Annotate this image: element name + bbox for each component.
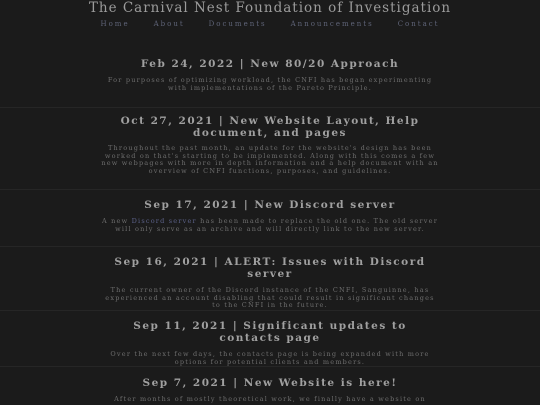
nav-documents[interactable]: Documents xyxy=(208,20,267,28)
divider xyxy=(0,107,540,108)
post-body xyxy=(100,218,440,233)
post-title: Sep 16, 2021 | ALERT: Issues with Discord server xyxy=(114,256,426,280)
discord-server-link[interactable]: Discord server xyxy=(131,217,197,225)
post xyxy=(100,58,440,92)
divider xyxy=(0,366,540,367)
post-body: Over the next few days, the contacts page is being expanded with more options for potential clients and members. xyxy=(110,350,430,366)
post-body: After months of mostly theoretical work, we finally have a website on xyxy=(114,395,426,403)
divider xyxy=(0,246,540,247)
nav-about[interactable]: About xyxy=(153,20,185,28)
divider xyxy=(0,189,540,190)
post xyxy=(100,320,440,366)
post-title: Sep 17, 2021 | New Discord server xyxy=(144,199,396,211)
nav-home[interactable]: Home xyxy=(100,20,130,28)
post-title: Oct 27, 2021 | New Website Layout, Help document, and pages xyxy=(120,115,420,139)
post-title: Feb 24, 2022 | New 80/20 Approach xyxy=(140,58,400,70)
post-body: For purposes of optimizing workload, the CNFI has began experimenting with implementations of the Pareto Principle. xyxy=(107,76,433,92)
post-body-text: has been made to replace the old one. The old server will only serve as an archive and will directly link to the new server. xyxy=(115,217,438,233)
post xyxy=(100,256,440,310)
post-title: Sep 7, 2021 | New Website is here! xyxy=(142,377,398,389)
post-title: Sep 11, 2021 | Significant updates to contacts page xyxy=(133,320,407,344)
nav-announcements[interactable]: Announcements xyxy=(290,20,374,28)
main-nav xyxy=(0,19,540,29)
post-body: The current owner of the Discord instance of the CNFI, Sanguinne, has experienced an account disabling that could result in significant changes to the CNFI in the future. xyxy=(105,286,435,310)
post xyxy=(100,377,440,404)
post xyxy=(100,199,440,233)
divider xyxy=(0,310,540,311)
post-body: Throughout the past month, an update for the website's design has been worked on that's starting to be implemented. Along with this comes a few new webpages with more in depth information and a help document with an overview of CNFI functions, purposes, and guidelines. xyxy=(101,144,439,175)
post xyxy=(100,115,440,175)
post-body-text: A new xyxy=(102,217,132,225)
site-title: The Carnival Nest Foundation of Investigation xyxy=(88,0,452,16)
nav-contact[interactable]: Contact xyxy=(397,20,440,28)
